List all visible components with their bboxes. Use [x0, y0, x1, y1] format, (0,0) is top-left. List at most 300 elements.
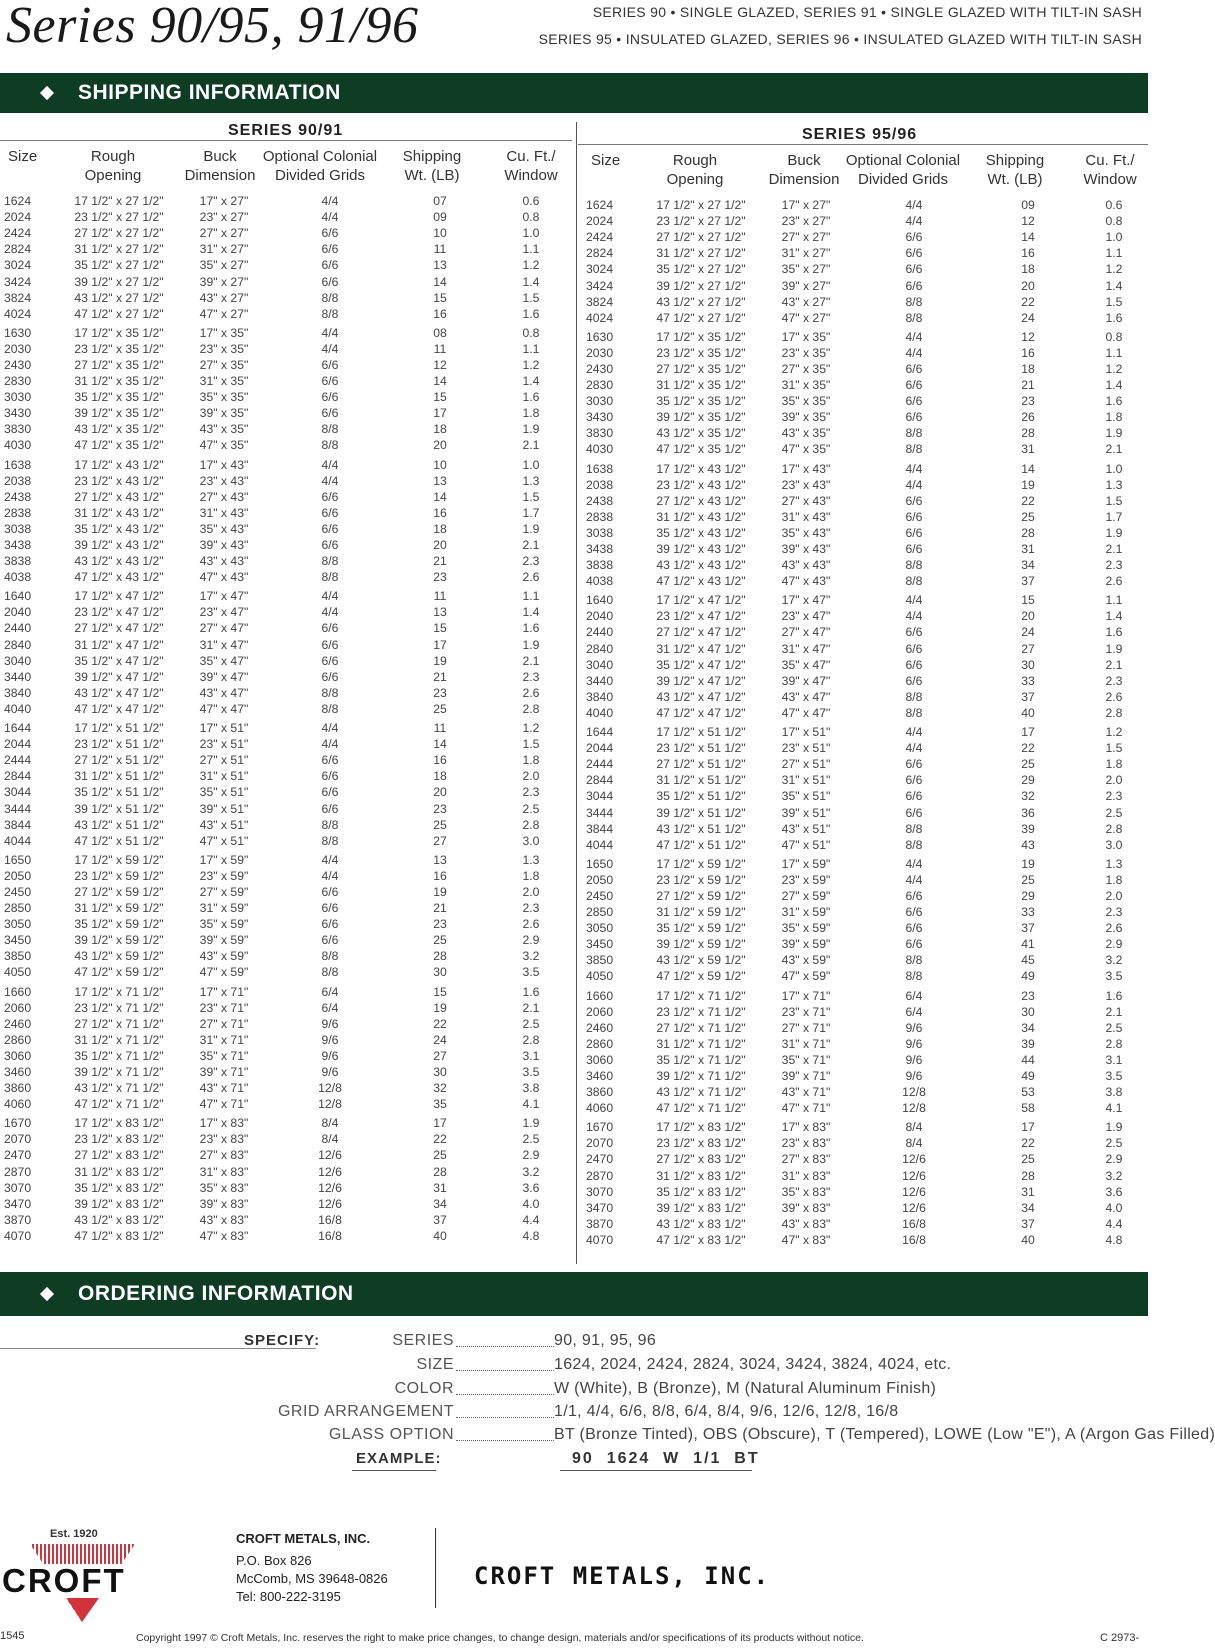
- cell-size: 2860: [586, 1036, 614, 1051]
- cell-rough-opening: 39 1/2" x 43 1/2": [74, 538, 164, 553]
- cell-grids: 6/6: [905, 921, 923, 936]
- cell-rough-opening: 43 1/2" x 43 1/2": [74, 554, 164, 569]
- footer-big-name: CROFT METALS, INC.: [474, 1562, 771, 1590]
- cell-grids: 9/6: [905, 1020, 923, 1035]
- cell-buck-dimension: 27" x 51": [781, 757, 831, 772]
- cell-rough-opening: 39 1/2" x 27 1/2": [74, 274, 164, 289]
- cell-grids: 8/8: [905, 574, 923, 589]
- cell-shipping-weight: 37: [433, 1212, 447, 1227]
- cell-cubic-feet: 2.0: [1105, 888, 1123, 903]
- cell-shipping-weight: 32: [1021, 789, 1035, 804]
- cell-size: 2430: [586, 361, 614, 376]
- croft-logo: [0, 1528, 170, 1628]
- cell-grids: 6/6: [321, 669, 339, 684]
- cell-rough-opening: 17 1/2" x 51 1/2": [74, 721, 164, 736]
- cell-grids: 8/8: [905, 953, 923, 968]
- cell-buck-dimension: 23" x 59": [199, 868, 249, 883]
- cell-size: 2040: [586, 609, 614, 624]
- cell-shipping-weight: 17: [433, 637, 447, 652]
- cell-shipping-weight: 34: [1021, 1020, 1035, 1035]
- cell-shipping-weight: 17: [1021, 1120, 1035, 1135]
- cell-cubic-feet: 3.8: [522, 1081, 540, 1096]
- cell-buck-dimension: 31" x 83": [781, 1168, 831, 1183]
- table-row: [586, 245, 1148, 261]
- cell-rough-opening: 35 1/2" x 59 1/2": [74, 917, 164, 932]
- ordering-value: W (White), B (Bronze), M (Natural Aluminum Finish): [554, 1380, 937, 1397]
- cell-cubic-feet: 2.9: [522, 933, 540, 948]
- cell-size: 2844: [586, 773, 614, 788]
- cell-grids: 12/6: [902, 1200, 926, 1215]
- cell-rough-opening: 27 1/2" x 51 1/2": [74, 753, 164, 768]
- table-row: [586, 1020, 1148, 1036]
- cell-shipping-weight: 27: [433, 1048, 447, 1063]
- cell-shipping-weight: 44: [1021, 1052, 1035, 1067]
- table-row: [586, 1036, 1148, 1052]
- cell-shipping-weight: 17: [433, 406, 447, 421]
- cell-cubic-feet: 1.8: [522, 753, 540, 768]
- cell-cubic-feet: 2.9: [1105, 937, 1123, 952]
- cell-size: 2838: [586, 509, 614, 524]
- ordering-label: SIZE: [416, 1356, 454, 1373]
- cell-rough-opening: 47 1/2" x 71 1/2": [74, 1097, 164, 1112]
- cell-buck-dimension: 27" x 47": [781, 625, 831, 640]
- table-row: [4, 1147, 572, 1163]
- cell-size: 3840: [586, 689, 614, 704]
- cell-buck-dimension: 47" x 47": [199, 701, 249, 716]
- cell-buck-dimension: 31" x 43": [199, 505, 249, 520]
- cell-cubic-feet: 1.3: [522, 473, 540, 488]
- cell-buck-dimension: 23" x 51": [199, 737, 249, 752]
- table-row: [4, 900, 572, 916]
- cell-grids: 12/8: [318, 1081, 342, 1096]
- cell-cubic-feet: 1.3: [1105, 477, 1123, 492]
- cell-shipping-weight: 22: [1021, 294, 1035, 309]
- cell-rough-opening: 39 1/2" x 27 1/2": [656, 278, 746, 293]
- cell-size: 2024: [586, 214, 614, 229]
- cell-grids: 12/8: [902, 1085, 926, 1100]
- cell-size: 3030: [4, 390, 32, 405]
- cell-grids: 6/6: [905, 493, 923, 508]
- cell-cubic-feet: 1.4: [522, 605, 540, 620]
- cell-cubic-feet: 4.4: [522, 1212, 540, 1227]
- cell-shipping-weight: 28: [1021, 1168, 1035, 1183]
- cell-size: 3440: [4, 669, 32, 684]
- cell-rough-opening: 23 1/2" x 83 1/2": [74, 1132, 164, 1147]
- table-row: [586, 657, 1148, 673]
- cell-cubic-feet: 2.9: [522, 1148, 540, 1163]
- cell-cubic-feet: 1.6: [1105, 310, 1123, 325]
- cell-cubic-feet: 1.2: [522, 357, 540, 372]
- table-row: [4, 932, 572, 948]
- cell-cubic-feet: 2.3: [1105, 905, 1123, 920]
- cell-grids: 9/6: [321, 1032, 339, 1047]
- cell-size: 3050: [586, 921, 614, 936]
- cell-size: 4024: [586, 310, 614, 325]
- cell-rough-opening: 23 1/2" x 59 1/2": [74, 868, 164, 883]
- cell-size: 3840: [4, 685, 32, 700]
- cell-shipping-weight: 41: [1021, 937, 1035, 952]
- city-line: McComb, MS 39648-0826: [236, 1571, 388, 1586]
- cell-shipping-weight: 20: [433, 438, 447, 453]
- cell-grids: 6/6: [905, 773, 923, 788]
- cell-grids: 9/6: [321, 1065, 339, 1080]
- cell-buck-dimension: 43" x 27": [199, 290, 249, 305]
- cell-buck-dimension: 43" x 71": [781, 1085, 831, 1100]
- cell-rough-opening: 35 1/2" x 71 1/2": [74, 1048, 164, 1063]
- cell-buck-dimension: 31" x 47": [199, 637, 249, 652]
- cell-grids: 6/6: [905, 394, 923, 409]
- cell-rough-opening: 27 1/2" x 59 1/2": [656, 888, 746, 903]
- cell-buck-dimension: 23" x 51": [781, 741, 831, 756]
- cell-size: 3024: [586, 262, 614, 277]
- col-size-r: Size: [591, 152, 621, 169]
- cell-size: 1650: [4, 852, 32, 867]
- table-row: [4, 537, 572, 553]
- cell-buck-dimension: 39" x 83": [199, 1196, 249, 1211]
- cell-cubic-feet: 3.1: [522, 1048, 540, 1063]
- col-colonial-grids-r: Optional Colonial Divided Grids: [845, 152, 961, 188]
- cell-size: 3460: [586, 1069, 614, 1084]
- cell-shipping-weight: 28: [1021, 525, 1035, 540]
- cell-rough-opening: 27 1/2" x 51 1/2": [656, 757, 746, 772]
- croft-logo-text: CROFT: [2, 1562, 126, 1599]
- cell-cubic-feet: 1.1: [1105, 345, 1123, 360]
- cell-size: 2050: [586, 872, 614, 887]
- cell-grids: 6/6: [905, 262, 923, 277]
- cell-size: 3860: [586, 1085, 614, 1100]
- table-row: [4, 1180, 572, 1196]
- cell-shipping-weight: 21: [433, 669, 447, 684]
- cell-buck-dimension: 43" x 43": [199, 554, 249, 569]
- cell-shipping-weight: 18: [1021, 262, 1035, 277]
- cell-cubic-feet: 3.6: [1105, 1184, 1123, 1199]
- table-row: [4, 964, 572, 980]
- cell-grids: 6/6: [905, 673, 923, 688]
- cell-shipping-weight: 30: [433, 965, 447, 980]
- cell-buck-dimension: 31" x 71": [199, 1032, 249, 1047]
- table-row: [4, 1228, 572, 1244]
- col-buck-dimension: Buck Dimension: [184, 148, 256, 184]
- cell-grids: 4/4: [321, 868, 339, 883]
- cell-size: 3844: [4, 817, 32, 832]
- cell-shipping-weight: 15: [433, 390, 447, 405]
- series-line-1: SERIES 90 • SINGLE GLAZED, SERIES 91 • SINGLE GLAZED WITH TILT-IN SASH: [592, 4, 1142, 20]
- table-row: [4, 784, 572, 800]
- cell-size: 1660: [4, 984, 32, 999]
- cell-cubic-feet: 1.1: [522, 341, 540, 356]
- cell-grids: 6/6: [321, 933, 339, 948]
- cell-buck-dimension: 27" x 43": [199, 489, 249, 504]
- cell-cubic-feet: 2.6: [1105, 574, 1123, 589]
- cell-cubic-feet: 3.5: [1105, 1069, 1123, 1084]
- cell-grids: 6/6: [905, 625, 923, 640]
- cell-buck-dimension: 31" x 83": [199, 1164, 249, 1179]
- cell-grids: 8/8: [321, 817, 339, 832]
- cell-size: 3470: [586, 1200, 614, 1215]
- table-row: [586, 1135, 1148, 1151]
- cell-cubic-feet: 1.6: [1105, 625, 1123, 640]
- po-box: P.O. Box 826: [236, 1553, 312, 1568]
- cell-cubic-feet: 1.2: [1105, 262, 1123, 277]
- table-row: [586, 837, 1148, 853]
- cell-rough-opening: 47 1/2" x 51 1/2": [74, 833, 164, 848]
- cell-cubic-feet: 1.6: [522, 390, 540, 405]
- table-row: [4, 884, 572, 900]
- cell-size: 3424: [4, 274, 32, 289]
- cell-rough-opening: 23 1/2" x 59 1/2": [656, 872, 746, 887]
- cell-size: 1650: [586, 856, 614, 871]
- cell-cubic-feet: 3.2: [1105, 953, 1123, 968]
- cell-shipping-weight: 25: [1021, 1152, 1035, 1167]
- cell-cubic-feet: 1.6: [522, 621, 540, 636]
- cell-grids: 9/6: [321, 1016, 339, 1031]
- cell-size: 2830: [4, 374, 32, 389]
- ordering-leader-dots: [456, 1417, 554, 1418]
- cell-rough-opening: 17 1/2" x 71 1/2": [656, 988, 746, 1003]
- cell-shipping-weight: 25: [433, 817, 447, 832]
- table-row: [4, 849, 572, 868]
- cell-size: 3044: [586, 789, 614, 804]
- table-row: [586, 1068, 1148, 1084]
- cell-cubic-feet: 2.3: [522, 901, 540, 916]
- cell-rough-opening: 27 1/2" x 43 1/2": [656, 493, 746, 508]
- cell-shipping-weight: 31: [1021, 1184, 1035, 1199]
- cell-buck-dimension: 39" x 51": [781, 805, 831, 820]
- cell-cubic-feet: 1.4: [1105, 378, 1123, 393]
- cell-size: 3870: [4, 1212, 32, 1227]
- table-row: [586, 1216, 1148, 1232]
- cell-cubic-feet: 1.6: [522, 984, 540, 999]
- cell-buck-dimension: 17" x 71": [199, 984, 249, 999]
- cell-buck-dimension: 47" x 71": [199, 1097, 249, 1112]
- cell-grids: 6/6: [321, 406, 339, 421]
- cell-grids: 6/6: [905, 278, 923, 293]
- cell-shipping-weight: 22: [1021, 493, 1035, 508]
- cell-size: 3850: [4, 949, 32, 964]
- cell-grids: 6/6: [905, 361, 923, 376]
- cell-grids: 6/6: [321, 374, 339, 389]
- cell-size: 3024: [4, 258, 32, 273]
- table-row: [586, 1168, 1148, 1184]
- example-value: 90 1624 W 1/1 BT: [572, 1450, 760, 1467]
- cell-size: 3044: [4, 785, 32, 800]
- table-row: [4, 1164, 572, 1180]
- table-row: [4, 752, 572, 768]
- cell-size: 2840: [4, 637, 32, 652]
- cell-grids: 12/6: [318, 1180, 342, 1195]
- table-row: [586, 1151, 1148, 1167]
- cell-size: 1644: [586, 725, 614, 740]
- cell-buck-dimension: 39" x 27": [781, 278, 831, 293]
- cell-shipping-weight: 37: [1021, 1216, 1035, 1231]
- series-90-91-table: [4, 193, 572, 1244]
- cell-shipping-weight: 25: [433, 701, 447, 716]
- cell-rough-opening: 43 1/2" x 27 1/2": [74, 290, 164, 305]
- cell-grids: 6/4: [905, 1004, 923, 1019]
- cell-cubic-feet: 0.8: [1105, 329, 1123, 344]
- cell-shipping-weight: 23: [1021, 988, 1035, 1003]
- cell-size: 2070: [586, 1136, 614, 1151]
- cell-size: 4044: [586, 837, 614, 852]
- cell-shipping-weight: 37: [1021, 574, 1035, 589]
- table-row: [4, 437, 572, 453]
- cell-rough-opening: 43 1/2" x 47 1/2": [656, 689, 746, 704]
- cell-size: 2824: [4, 242, 32, 257]
- cell-shipping-weight: 09: [433, 210, 447, 225]
- cell-rough-opening: 27 1/2" x 43 1/2": [74, 489, 164, 504]
- cell-rough-opening: 39 1/2" x 47 1/2": [656, 673, 746, 688]
- cell-cubic-feet: 1.9: [1105, 426, 1123, 441]
- example-label: EXAMPLE:: [356, 1450, 442, 1467]
- cell-buck-dimension: 47" x 83": [781, 1232, 831, 1247]
- cell-shipping-weight: 16: [433, 868, 447, 883]
- cell-cubic-feet: 1.4: [1105, 609, 1123, 624]
- cell-buck-dimension: 43" x 43": [781, 558, 831, 573]
- cell-grids: 8/8: [905, 294, 923, 309]
- cell-cubic-feet: 1.2: [1105, 725, 1123, 740]
- cell-grids: 16/8: [318, 1212, 342, 1227]
- cell-size: 2870: [4, 1164, 32, 1179]
- cell-buck-dimension: 39" x 71": [199, 1065, 249, 1080]
- cell-grids: 8/8: [321, 290, 339, 305]
- cell-grids: 12/6: [902, 1152, 926, 1167]
- cell-grids: 6/6: [905, 888, 923, 903]
- cell-buck-dimension: 23" x 47": [781, 609, 831, 624]
- cell-buck-dimension: 39" x 35": [781, 410, 831, 425]
- cell-size: 2450: [4, 884, 32, 899]
- table-row: [586, 525, 1148, 541]
- est-label: Est. 1920: [50, 1528, 98, 1540]
- cell-shipping-weight: 18: [433, 521, 447, 536]
- cell-cubic-feet: 2.0: [1105, 773, 1123, 788]
- cell-rough-opening: 39 1/2" x 71 1/2": [74, 1065, 164, 1080]
- cell-size: 4040: [4, 701, 32, 716]
- cell-rough-opening: 17 1/2" x 59 1/2": [656, 856, 746, 871]
- ordering-label: GRID ARRANGEMENT: [277, 1403, 454, 1420]
- cell-rough-opening: 43 1/2" x 83 1/2": [74, 1212, 164, 1227]
- table-row: [586, 589, 1148, 608]
- cell-size: 3060: [586, 1052, 614, 1067]
- table-row: [586, 345, 1148, 361]
- cell-size: 3830: [4, 422, 32, 437]
- cell-shipping-weight: 25: [1021, 872, 1035, 887]
- cell-cubic-feet: 2.6: [1105, 921, 1123, 936]
- cell-buck-dimension: 47" x 51": [199, 833, 249, 848]
- company-name: CROFT METALS, INC.: [236, 1531, 371, 1546]
- cell-size: 3844: [586, 821, 614, 836]
- cell-cubic-feet: 0.6: [1105, 198, 1123, 213]
- cell-grids: 12/8: [318, 1097, 342, 1112]
- table-row: [586, 772, 1148, 788]
- cell-rough-opening: 27 1/2" x 71 1/2": [656, 1020, 746, 1035]
- diamond-icon: [40, 1287, 54, 1301]
- cell-buck-dimension: 23" x 35": [781, 345, 831, 360]
- cell-shipping-weight: 25: [433, 1148, 447, 1163]
- cell-cubic-feet: 2.1: [1105, 1004, 1123, 1019]
- cell-grids: 8/8: [905, 442, 923, 457]
- example-label-rule: [352, 1470, 436, 1471]
- cell-shipping-weight: 30: [1021, 657, 1035, 672]
- cell-rough-opening: 47 1/2" x 47 1/2": [656, 705, 746, 720]
- cell-shipping-weight: 11: [433, 242, 447, 257]
- cell-buck-dimension: 35" x 51": [199, 785, 249, 800]
- table-row: [4, 521, 572, 537]
- cell-cubic-feet: 1.0: [1105, 461, 1123, 476]
- cell-cubic-feet: 2.8: [1105, 1036, 1123, 1051]
- cell-buck-dimension: 27" x 59": [199, 884, 249, 899]
- cell-shipping-weight: 19: [433, 884, 447, 899]
- cell-shipping-weight: 34: [1021, 558, 1035, 573]
- cell-cubic-feet: 1.6: [1105, 988, 1123, 1003]
- cell-buck-dimension: 31" x 47": [781, 641, 831, 656]
- cell-cubic-feet: 3.6: [522, 1180, 540, 1195]
- table-row: [4, 1096, 572, 1112]
- cell-grids: 6/6: [321, 884, 339, 899]
- cell-size: 3830: [586, 426, 614, 441]
- ordering-value: 90, 91, 95, 96: [554, 1332, 657, 1349]
- cell-grids: 4/4: [905, 609, 923, 624]
- cell-shipping-weight: 31: [433, 1180, 447, 1195]
- cell-cubic-feet: 1.8: [1105, 410, 1123, 425]
- cell-grids: 6/6: [905, 230, 923, 245]
- table-row: [586, 557, 1148, 573]
- cell-cubic-feet: 0.8: [522, 325, 540, 340]
- cell-size: 2860: [4, 1032, 32, 1047]
- cell-buck-dimension: 17" x 51": [199, 721, 249, 736]
- col-cu-ft-r: Cu. Ft./ Window: [1083, 152, 1137, 188]
- table-row: [586, 393, 1148, 409]
- diamond-icon: [40, 86, 54, 100]
- cell-grids: 6/6: [905, 641, 923, 656]
- cell-shipping-weight: 21: [433, 554, 447, 569]
- cell-grids: 9/6: [905, 1052, 923, 1067]
- cell-grids: 6/4: [321, 1000, 339, 1015]
- cell-shipping-weight: 28: [433, 1164, 447, 1179]
- cell-buck-dimension: 43" x 51": [781, 821, 831, 836]
- table-row: [586, 673, 1148, 689]
- cell-cubic-feet: 2.5: [1105, 1020, 1123, 1035]
- cell-buck-dimension: 31" x 59": [781, 905, 831, 920]
- cell-size: 4060: [4, 1097, 32, 1112]
- cell-shipping-weight: 45: [1021, 953, 1035, 968]
- cell-grids: 6/6: [321, 621, 339, 636]
- table-row: [586, 377, 1148, 393]
- cell-size: 3040: [586, 657, 614, 672]
- cell-shipping-weight: 15: [1021, 593, 1035, 608]
- cell-buck-dimension: 31" x 43": [781, 509, 831, 524]
- table-row: [4, 273, 572, 289]
- cell-size: 2830: [586, 378, 614, 393]
- cell-buck-dimension: 17" x 47": [199, 589, 249, 604]
- cell-buck-dimension: 35" x 51": [781, 789, 831, 804]
- cell-shipping-weight: 36: [1021, 805, 1035, 820]
- cell-buck-dimension: 35" x 71": [199, 1048, 249, 1063]
- cell-cubic-feet: 3.5: [522, 1065, 540, 1080]
- table-row: [586, 968, 1148, 984]
- cell-size: 2044: [4, 737, 32, 752]
- cell-cubic-feet: 4.1: [1105, 1101, 1123, 1116]
- cell-size: 4040: [586, 705, 614, 720]
- specify-label: SPECIFY:: [244, 1332, 321, 1349]
- cell-size: 2444: [4, 753, 32, 768]
- cell-size: 1670: [4, 1116, 32, 1131]
- table-row: [4, 833, 572, 849]
- cell-grids: 4/4: [905, 214, 923, 229]
- cell-rough-opening: 47 1/2" x 83 1/2": [656, 1232, 746, 1247]
- cell-shipping-weight: 20: [433, 538, 447, 553]
- cell-size: 3460: [4, 1065, 32, 1080]
- cell-cubic-feet: 2.6: [522, 685, 540, 700]
